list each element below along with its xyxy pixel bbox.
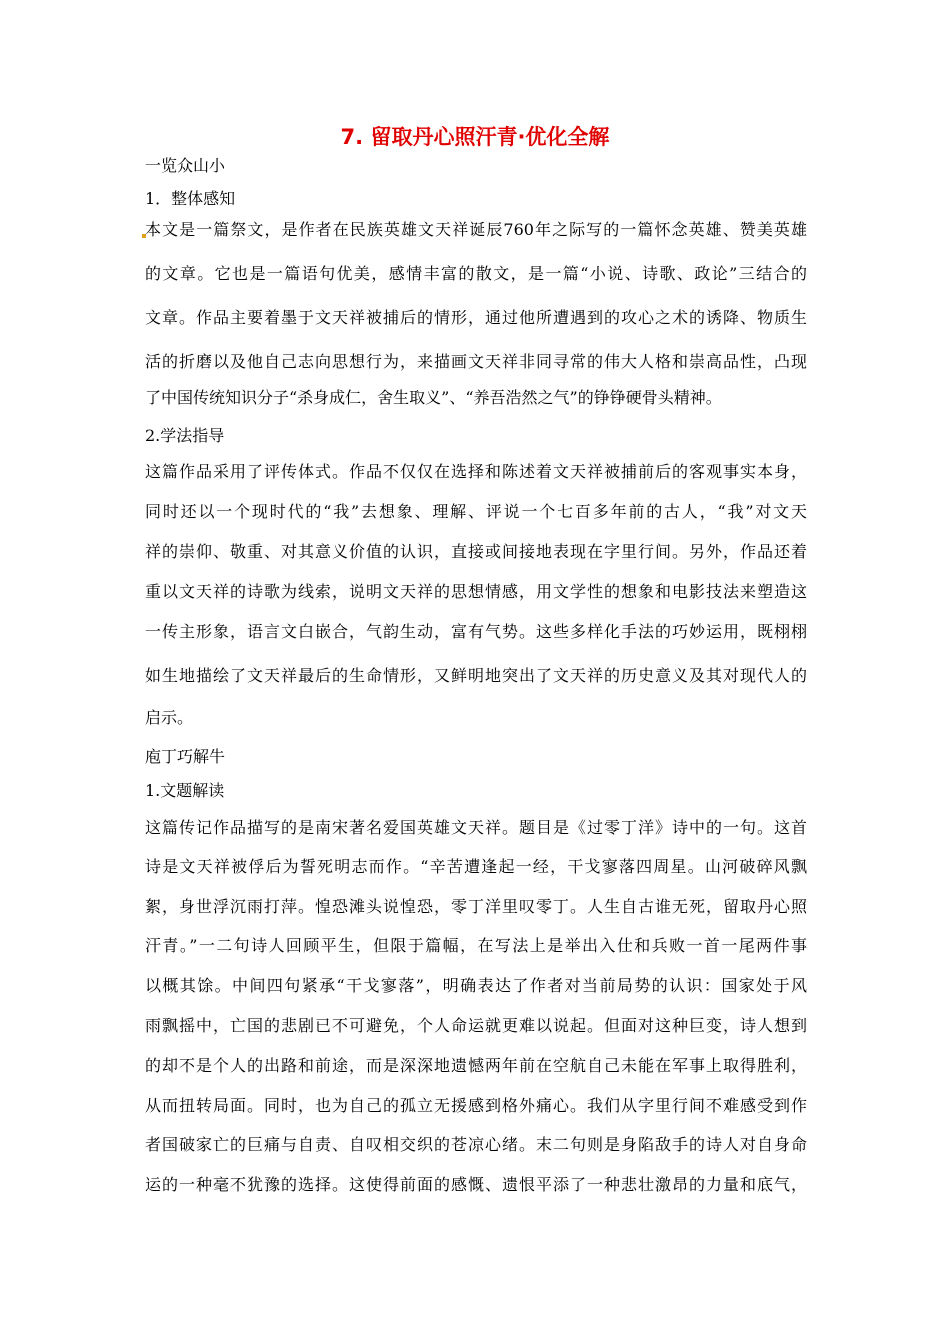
paragraph-line: 启示。 (145, 708, 194, 727)
paragraph-line: 以概其馀。中间四句紧承“干戈寥落”，明确表达了作者对当前局势的认识：国家处于风 (145, 976, 807, 995)
paragraph-line: 诗是文天祥被俘后为誓死明志而作。“辛苦遭逢起一经，干戈寥落四周星。山河破碎风飘 (145, 857, 807, 876)
subsection-heading: 2.学法指导 (145, 426, 225, 445)
paragraph-line: 本文是一篇祭文，是作者在民族英雄文天祥诞辰760年之际写的一篇怀念英雄、赞美英雄 (145, 220, 807, 239)
section-heading: 一览众山小 (145, 156, 226, 175)
paragraph-line: 絮，身世浮沉雨打萍。惶恐滩头说惶恐，零丁洋里叹零丁。人生自古谁无死，留取丹心照 (145, 897, 807, 916)
paragraph-line: 祥的崇仰、敬重、对其意义价值的认识，直接或间接地表现在字里行间。另外，作品还着 (145, 542, 807, 561)
paragraph-line: 雨飘摇中，亡国的悲剧已不可避免，个人命运就更难以说起。但面对这种巨变，诗人想到 (145, 1016, 807, 1035)
paragraph-line: 这篇作品采用了评传体式。作品不仅仅在选择和陈述着文天祥被捕前后的客观事实本身， (145, 462, 807, 481)
paragraph-line: 这篇传记作品描写的是南宋著名爱国英雄文天祥。题目是《过零丁洋》诗中的一句。这首 (145, 818, 807, 837)
paragraph-line: 者国破家亡的巨痛与自责、自叹相交织的苍凉心绪。末二句则是身陷敌手的诗人对自身命 (145, 1135, 807, 1154)
paragraph-line: 的却不是个人的出路和前途，而是深深地遗憾两年前在空航自己未能在军事上取得胜利， (145, 1056, 807, 1075)
paragraph-line: 的文章。它也是一篇语句优美，感情丰富的散文，是一篇“小说、诗歌、政论”三结合的 (145, 264, 807, 283)
paragraph-line: 一传主形象，语言文白嵌合，气韵生动，富有气势。这些多样化手法的巧妙运用，既栩栩 (145, 622, 807, 641)
paragraph-line: 运的一种毫不犹豫的选择。这使得前面的感慨、遗恨平添了一种悲壮激昂的力量和底气， (145, 1175, 807, 1194)
subsection-heading: 1．整体感知 (145, 189, 236, 208)
section-heading: 庖丁巧解牛 (145, 747, 226, 766)
document-title: 7. 留取丹心照汗青·优化全解 (340, 125, 610, 149)
paragraph-line: 汗青。”一二句诗人回顾平生，但限于篇幅，在写法上是举出入仕和兵败一首一尾两件事 (145, 936, 807, 955)
paragraph-line: 了中国传统知识分子“杀身成仁，舍生取义”、“养吾浩然之气”的铮铮硬骨头精神。 (145, 388, 722, 407)
paragraph-line: 活的折磨以及他自己志向思想行为，来描画文天祥非同寻常的伟大人格和崇高品性，凸现 (145, 352, 807, 371)
subsection-heading: 1.文题解读 (145, 781, 225, 800)
paragraph-line: 同时还以一个现时代的“我”去想象、理解、评说一个七百多年前的古人，“我”对文天 (145, 502, 807, 521)
paragraph-line: 重以文天祥的诗歌为线索，说明文天祥的思想情感，用文学性的想象和电影技法来塑造这 (145, 582, 807, 601)
paragraph-line: 如生地描绘了文天祥最后的生命情形，又鲜明地突出了文天祥的历史意义及其对现代人的 (145, 666, 807, 685)
paragraph-line: 从而扭转局面。同时，也为自己的孤立无援感到格外痛心。我们从字里行间不难感受到作 (145, 1096, 807, 1115)
paragraph-line: 文章。作品主要着墨于文天祥被捕后的情形，通过他所遭遇到的攻心之术的诱降、物质生 (145, 308, 807, 327)
